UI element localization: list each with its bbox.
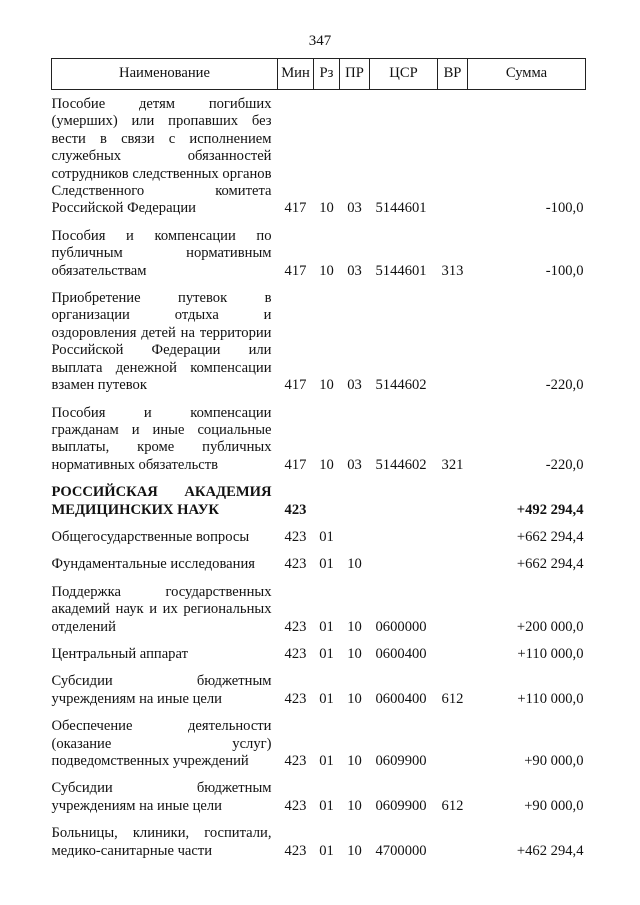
header-pr: ПР: [340, 59, 370, 90]
row-csr: [370, 519, 438, 546]
row-rz: 01: [319, 690, 334, 707]
table-row: [52, 395, 586, 475]
row-rz: 01: [319, 842, 334, 859]
row-csr: 0600400: [375, 645, 427, 662]
row-pr: 10: [347, 842, 362, 859]
row-sum: -100,0: [545, 200, 584, 217]
row-sum: -220,0: [545, 377, 584, 394]
row-vr: [438, 546, 468, 573]
row-csr: [370, 546, 438, 573]
row-name: Субсидии бюджетным учреждениям на иные цели: [51, 673, 272, 707]
row-rz: 01: [319, 618, 334, 635]
row-sum: +110 000,0: [517, 645, 584, 662]
row-sum: +492 294,4: [516, 501, 584, 518]
row-min: 423: [284, 797, 307, 814]
row-vr: 612: [441, 797, 464, 814]
table-row: [52, 708, 586, 770]
row-csr: 0609900: [375, 797, 427, 814]
header-min: Мин: [278, 59, 314, 90]
row-sum: -220,0: [545, 456, 584, 473]
row-min: 423: [284, 501, 307, 518]
row-rz: 10: [319, 377, 334, 394]
table-body: [52, 90, 586, 861]
row-csr: 0600000: [375, 618, 427, 635]
row-vr: 313: [441, 262, 464, 279]
header-vr: ВР: [438, 59, 468, 90]
table-row: [52, 574, 586, 636]
row-vr: [438, 574, 468, 636]
page-number: 347: [308, 33, 332, 49]
row-pr: 10: [347, 797, 362, 814]
header-sum: Сумма: [468, 59, 586, 90]
table-row: [52, 218, 586, 280]
table-row-section: [52, 474, 586, 519]
row-pr: 03: [347, 377, 362, 394]
row-sum: +462 294,4: [516, 842, 584, 859]
row-vr: [438, 474, 468, 519]
header-csr: ЦСР: [370, 59, 438, 90]
row-vr: [438, 90, 468, 218]
row-pr: [340, 519, 370, 546]
row-vr: [438, 708, 468, 770]
row-vr: [438, 815, 468, 860]
row-pr: 10: [347, 645, 362, 662]
table-row: [52, 815, 586, 860]
table-row: [52, 770, 586, 815]
row-pr: [340, 474, 370, 519]
budget-table: [51, 58, 586, 860]
row-pr: 03: [347, 456, 362, 473]
row-name: Центральный аппарат: [51, 645, 188, 662]
header-rz: Рз: [314, 59, 340, 90]
row-min: 423: [284, 690, 307, 707]
row-pr: 03: [347, 200, 362, 217]
row-pr: 10: [347, 556, 362, 573]
row-sum: +110 000,0: [517, 690, 584, 707]
row-name: Пособия и компенсации по публичным нормативным обязательствам: [51, 227, 272, 279]
row-rz: 01: [319, 797, 334, 814]
row-vr: [438, 519, 468, 546]
row-rz: 01: [319, 528, 334, 545]
row-pr: 03: [347, 262, 362, 279]
row-min: 423: [284, 753, 307, 769]
table-row: [52, 90, 586, 218]
row-csr: 5144601: [375, 200, 427, 217]
row-csr: 5144602: [375, 377, 427, 394]
row-pr: 10: [347, 753, 362, 769]
row-min: 423: [284, 556, 307, 573]
row-name: Приобретение путевок в организации отдыха и оздоровления детей на территории Российской Федерации или выплата денежной компенсации взамен путевок: [51, 290, 272, 394]
row-sum: -100,0: [545, 262, 584, 279]
row-min: 423: [284, 618, 307, 635]
table-row: [52, 546, 586, 573]
row-min: 423: [284, 528, 307, 545]
table-row: [52, 636, 586, 663]
row-rz: 10: [319, 262, 334, 279]
row-sum: +662 294,4: [516, 556, 584, 573]
table-row: [52, 519, 586, 546]
row-min: 423: [284, 645, 307, 662]
row-name: Фундаментальные исследования: [51, 556, 255, 573]
row-csr: 0600400: [375, 690, 427, 707]
row-rz: 10: [319, 456, 334, 473]
row-name: Субсидии бюджетным учреждениям на иные цели: [51, 780, 272, 814]
row-csr: 5144602: [375, 456, 427, 473]
row-min: 423: [284, 842, 307, 859]
row-sum: +662 294,4: [516, 528, 584, 545]
row-rz: 10: [319, 200, 334, 217]
row-pr: 10: [347, 690, 362, 707]
row-pr: 10: [347, 618, 362, 635]
row-csr: 5144601: [375, 262, 427, 279]
row-rz: 01: [319, 753, 334, 769]
row-csr: [370, 474, 438, 519]
row-csr: 0609900: [375, 753, 427, 769]
row-sum: +90 000,0: [524, 753, 584, 769]
table-row: [52, 663, 586, 708]
row-name: РОССИЙСКАЯ АКАДЕМИЯ МЕДИЦИНСКИХ НАУК: [51, 484, 272, 518]
row-name: Поддержка государственных академий наук и их региональных отделений: [51, 583, 272, 635]
row-min: 417: [284, 262, 307, 279]
row-min: 417: [284, 200, 307, 217]
row-sum: +200 000,0: [516, 618, 584, 635]
row-min: 417: [284, 377, 307, 394]
row-name: Пособия и компенсации гражданам и иные социальные выплаты, кроме публичных нормативных обязательств: [51, 404, 272, 473]
header-name: Наименование: [52, 59, 278, 90]
row-vr: [438, 280, 468, 394]
row-vr: 321: [441, 456, 464, 473]
row-name: Больницы, клиники, госпитали, медико-санитарные части: [51, 825, 272, 859]
row-vr: 612: [441, 690, 464, 707]
row-vr: [438, 636, 468, 663]
row-rz: 01: [319, 556, 334, 573]
row-min: 417: [284, 456, 307, 473]
row-csr: 4700000: [375, 842, 427, 859]
table-row: [52, 280, 586, 394]
row-name: Пособие детям погибших (умерших) или пропавших без вести в связи с исполнением служебных обязанностей сотрудников следственных органов Следственного комитета Российской Федерации: [51, 96, 272, 217]
row-sum: +90 000,0: [524, 797, 584, 814]
row-name: Обеспечение деятельности (оказание услуг) подведомственных учреждений: [51, 718, 272, 769]
row-rz: 01: [319, 645, 334, 662]
table-header: [52, 59, 586, 90]
row-rz: [314, 474, 340, 519]
row-name: Общегосударственные вопросы: [51, 528, 250, 545]
